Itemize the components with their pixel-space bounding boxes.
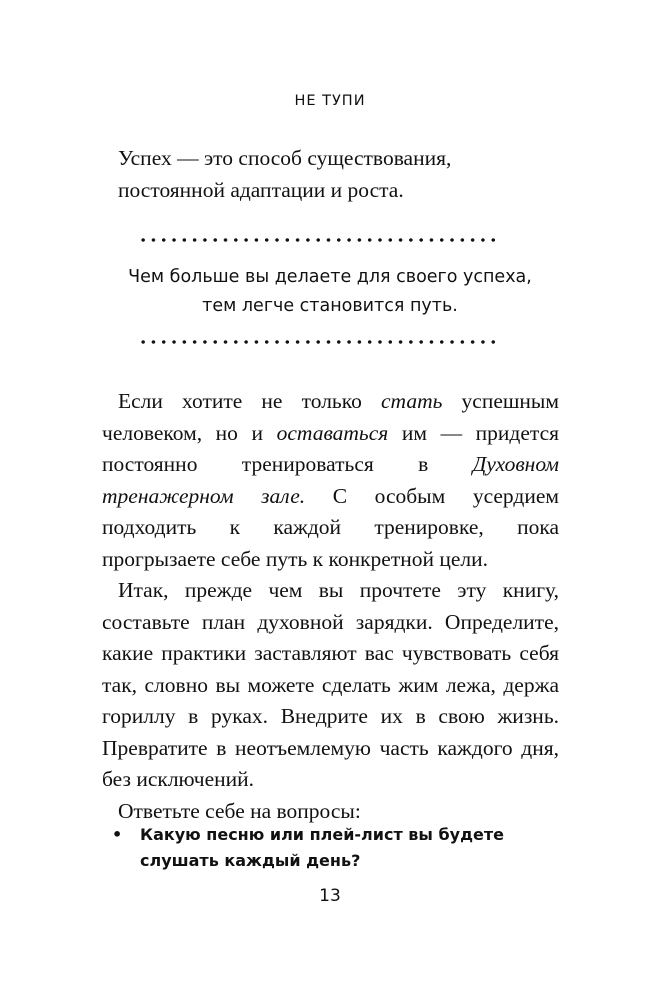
paragraph-1-part-g: С особым усердием подходить к каждой тренировке, пока прогрызаете себе путь к конкретной цели.: [102, 483, 559, 571]
list-item-text: Какую песню или плей-лист вы будете слушать каждый день?: [140, 825, 504, 870]
dotted-divider-bottom: [138, 339, 496, 345]
lead-sentence: Успех — это способ существования, постоянной адаптации и роста.: [118, 146, 452, 202]
question-list: [102, 822, 562, 874]
page-number: 13: [319, 886, 341, 906]
bullet-icon: •: [112, 825, 123, 844]
emphasis-stat: стать: [380, 389, 443, 413]
paragraph-3: Ответьте себе на вопросы:: [118, 798, 361, 823]
pull-quote: Чем больше вы делаете для своего успеха, тем легче становится путь.: [128, 267, 532, 316]
list-item: [102, 822, 562, 874]
emphasis-ostavatsya: оставаться: [276, 420, 389, 445]
dotted-divider-top: [138, 237, 496, 243]
body-text: [102, 386, 559, 827]
paragraph-2: Итак, прежде чем вы прочтете эту книгу, составьте план духовной зарядки. Определите, какие практики заставляют вас чувствовать себя так, словно вы можете сделать жим лежа, держа гориллу в руках. Внедрите их в свою жизнь. Превратите в неотъемлемую часть каждого дня, без исключений.: [102, 578, 559, 791]
paragraph-1: [102, 386, 559, 575]
paragraph-1-part-a: Если хотите не только: [118, 389, 381, 413]
paragraph-1-part-c: успешным человеком, но и: [102, 389, 559, 445]
running-head: НЕ ТУПИ: [294, 93, 366, 109]
emphasis-gym: Духовном тренажерном зале.: [102, 452, 559, 508]
paragraph-1-part-e: им — придется постоянно тренироваться в: [102, 420, 559, 476]
